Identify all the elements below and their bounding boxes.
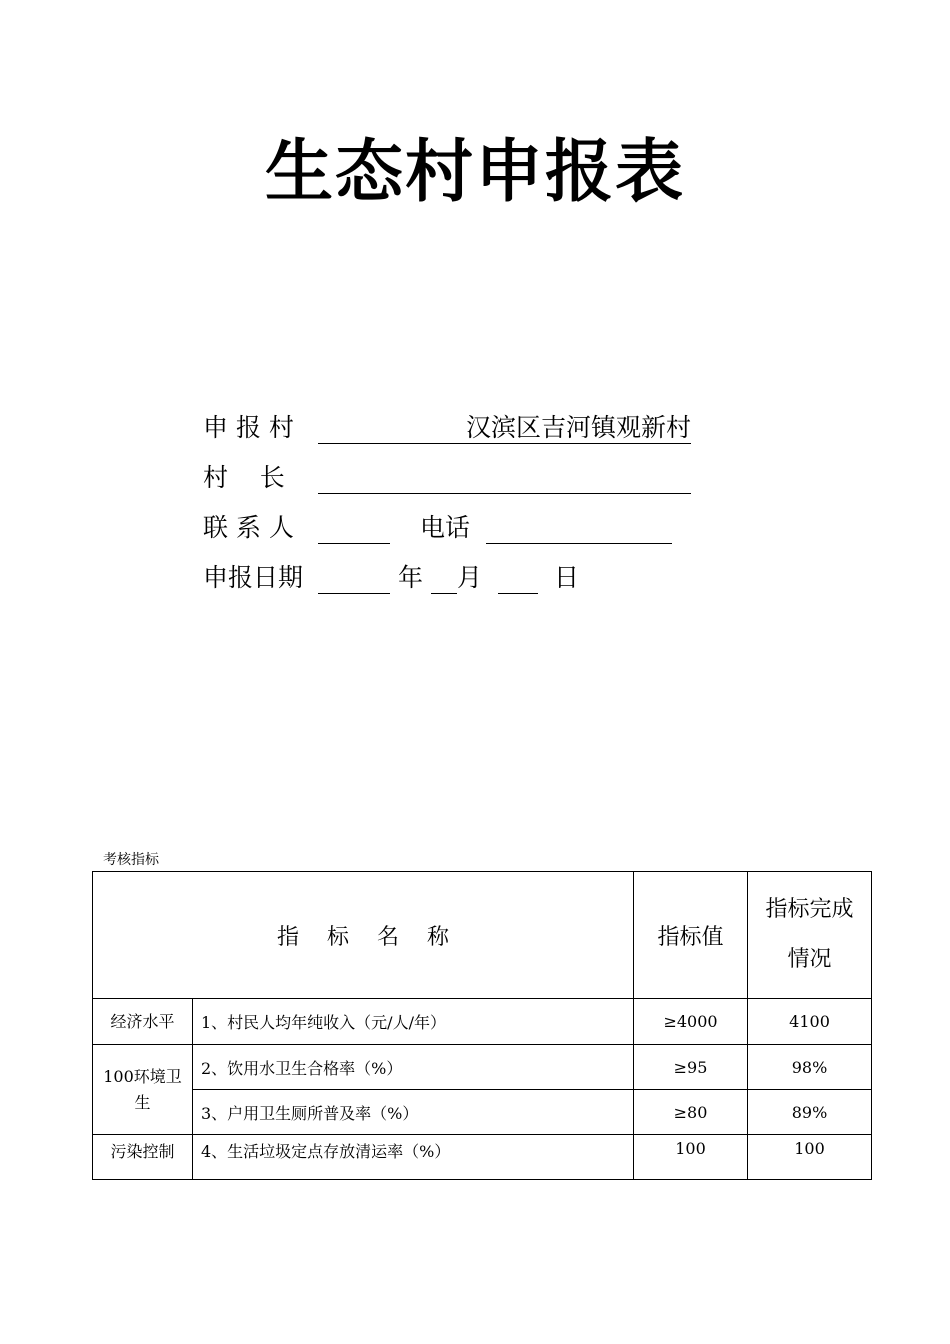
month-field[interactable] [431,562,457,594]
month-unit: 月 [457,563,483,592]
target-cell: ≥80 [634,1090,748,1135]
indicator-name-cell: 1、村民人均年纯收入（元/人/年） [193,999,634,1045]
village-label: 申 报 村 [203,413,294,442]
year-field[interactable] [318,562,390,594]
table-header-row [93,872,872,999]
contact-row [203,500,672,544]
table-row [93,1090,872,1135]
date-label: 申报日期 [203,563,304,592]
day-unit: 日 [554,563,580,592]
date-row [203,550,587,594]
target-cell: ≥95 [634,1045,748,1090]
actual-cell: 100 [748,1135,872,1180]
header-status-line1: 指标完成 [765,897,854,922]
year-unit: 年 [398,563,424,592]
category-cell: 100环境卫生 [93,1045,193,1135]
village-field[interactable]: 汉滨区吉河镇观新村 [318,412,691,444]
day-field[interactable] [498,562,538,594]
phone-label: 电话 [420,513,471,542]
table-row [93,999,872,1045]
header-indicator-value: 指标值 [634,872,748,999]
table-row [93,1045,872,1090]
indicator-name-cell: 4、生活垃圾定点存放清运率（%） [193,1135,634,1180]
indicator-name-cell: 2、饮用水卫生合格率（%） [193,1045,634,1090]
category-cell: 污染控制 [93,1135,193,1180]
table-row [93,1135,872,1180]
head-label: 村 长 [203,463,285,492]
actual-cell: 89% [748,1090,872,1135]
contact-field[interactable] [318,512,390,544]
indicator-name-cell: 3、户用卫生厕所普及率（%） [193,1090,634,1135]
header-indicator-name: 指 标 名 称 [93,872,634,999]
document-title: 生态村申报表 [264,133,685,212]
target-cell: ≥4000 [634,999,748,1045]
village-row [203,400,691,444]
header-status-line2: 情况 [787,947,832,972]
phone-field[interactable] [486,512,672,544]
actual-cell: 98% [748,1045,872,1090]
head-field[interactable] [318,462,691,494]
indicator-table [92,871,872,1180]
contact-label: 联 系 人 [203,513,294,542]
head-row [203,450,691,494]
target-cell: 100 [634,1135,748,1180]
header-completion-status [748,872,872,999]
table-caption: 考核指标 [103,852,159,868]
actual-cell: 4100 [748,999,872,1045]
category-cell: 经济水平 [93,999,193,1045]
